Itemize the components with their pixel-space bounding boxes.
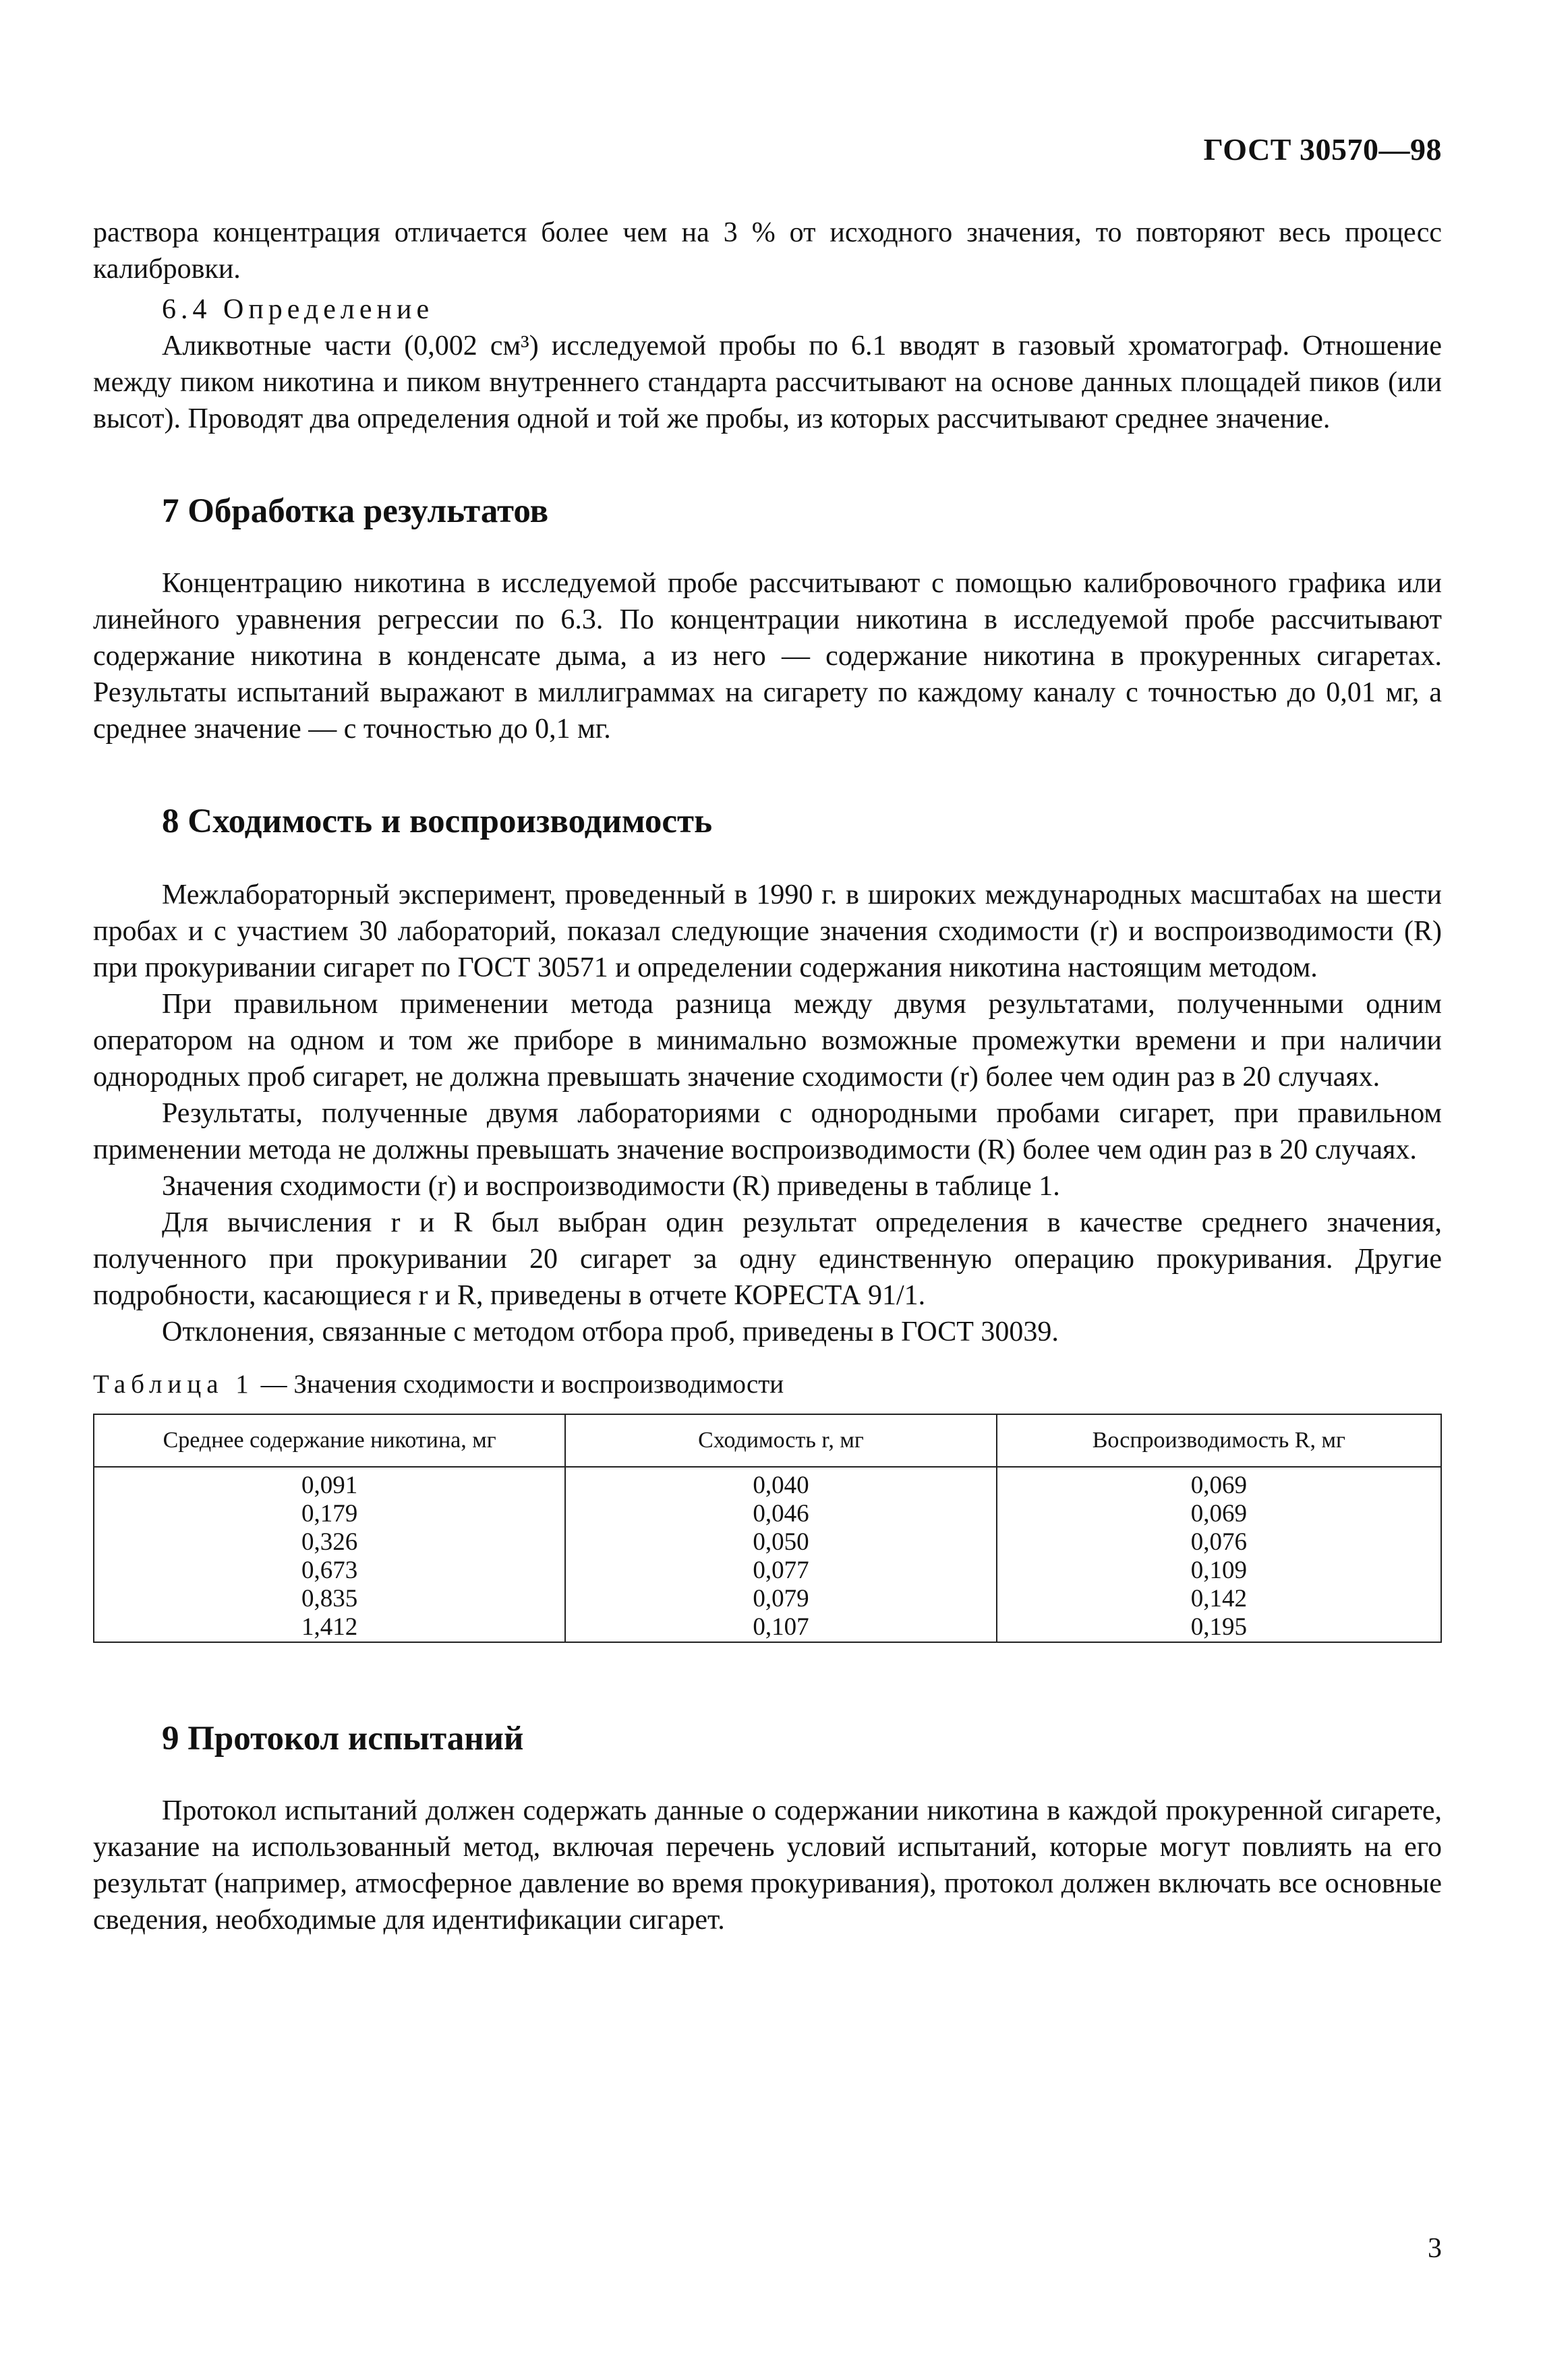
table-cell: 0,107	[565, 1613, 996, 1642]
section-8-paragraph: Результаты, полученные двумя лабораториями с однородными пробами сигарет, при правильном применении метода не должны превышать значение воспроизводимости (R) более чем один раз в 20 случаях.	[93, 1098, 1442, 1165]
table-cell: 0,069	[997, 1467, 1441, 1500]
table-caption	[93, 1368, 1442, 1401]
section-8-paragraph: При правильном применении метода разница между двумя результатами, полученными одним оператором на одном и том же приборе в минимально возможные промежутки времени и при наличии однородных проб сигарет, не должна превышать значение сходимости (r) более чем один раз в 20 случаях.	[93, 989, 1442, 1093]
table-row	[94, 1585, 1441, 1613]
page-content	[93, 214, 1442, 1938]
table-cell: 0,069	[997, 1500, 1441, 1528]
table-cell: 0,673	[94, 1557, 565, 1585]
page-number: 3	[1428, 2233, 1442, 2264]
section-8-paragraph: Межлабораторный эксперимент, проведенный в 1990 г. в широких международных масштабах на шести пробах и с участием 30 лабораторий, показал следующие значения сходимости (r) и воспроизводимости (R) при прокуривании сигарет по ГОСТ 30571 и определении содержания никотина настоящим методом.	[93, 879, 1442, 983]
table-cell: 0,142	[997, 1585, 1441, 1613]
table-cell: 0,109	[997, 1557, 1441, 1585]
table-header-cell: Сходимость r, мг	[565, 1414, 996, 1467]
table-cell: 0,835	[94, 1585, 565, 1613]
table-row	[94, 1528, 1441, 1557]
table-cell: 0,091	[94, 1467, 565, 1500]
continuation-paragraph: раствора концентрация отличается более чем на 3 % от исходного значения, то повторяют весь процесс калибровки.	[93, 217, 1442, 285]
section-9-paragraph: Протокол испытаний должен содержать данные о содержании никотина в каждой прокуренной сигарете, указание на использованный метод, включая перечень условий испытаний, которые могут повлиять на его результат (например, атмосферное давление во время прокуривания), протокол должен включать все основные сведения, необходимые для идентификации сигарет.	[93, 1795, 1442, 1936]
subsection-6-4-title: 6.4 Определение	[162, 294, 434, 325]
table-header-cell: Воспроизводимость R, мг	[997, 1414, 1441, 1467]
table-header-row	[94, 1414, 1441, 1467]
table-cell: 0,326	[94, 1528, 565, 1557]
section-8-paragraph: Отклонения, связанные с методом отбора проб, приведены в ГОСТ 30039.	[162, 1316, 1059, 1347]
section-7-heading: 7 Обработка результатов	[162, 492, 549, 530]
table-cell: 1,412	[94, 1613, 565, 1642]
section-9-heading: 9 Протокол испытаний	[162, 1720, 524, 1758]
table-header-cell: Среднее содержание никотина, мг	[94, 1414, 565, 1467]
standard-code-header: ГОСТ 30570—98	[1203, 132, 1442, 167]
table-cell: 0,079	[565, 1585, 996, 1613]
table-cell: 0,077	[565, 1557, 996, 1585]
table-cell: 0,046	[565, 1500, 996, 1528]
table-cell: 0,179	[94, 1500, 565, 1528]
subsection-6-4-paragraph: Аликвотные части (0,002 см³) исследуемой пробы по 6.1 вводят в газовый хроматограф. Отношение между пиком никотина и пиком внутреннего стандарта рассчитывают на основе данных площадей пиков (или высот). Проводят два определения одной и той же пробы, из которых рассчитывают среднее значение.	[93, 330, 1442, 434]
section-8-body	[93, 877, 1442, 1350]
table-row	[94, 1500, 1441, 1528]
table-cell: 0,076	[997, 1528, 1441, 1557]
section-8-paragraph: Значения сходимости (r) и воспроизводимости (R) приведены в таблице 1.	[162, 1171, 1060, 1202]
table-row	[94, 1613, 1441, 1642]
section-7-paragraph: Концентрацию никотина в исследуемой пробе рассчитывают с помощью калибровочного графика или линейного уравнения регрессии по 6.3. По концентрации никотина в исследуемой пробе рассчитывают содержание никотина в конденсате дыма, а из него — содержание никотина в прокуренных сигаретах. Результаты испытаний выражают в миллиграммах на сигарету по каждому каналу с точностью до 0,01 мг, а среднее значение — с точностью до 0,1 мг.	[93, 568, 1442, 745]
table-cell: 0,195	[997, 1613, 1441, 1642]
table-row	[94, 1467, 1441, 1500]
table-row	[94, 1557, 1441, 1585]
table-cell: 0,050	[565, 1528, 996, 1557]
table-cell: 0,040	[565, 1467, 996, 1500]
section-8-paragraph: Для вычисления r и R был выбран один результат определения в качестве среднего значения, полученного при прокуривании 20 сигарет за одну единственную операцию прокуривания. Другие подробности, касающиеся r и R, приведены в отчете КОРЕСТА 91/1.	[93, 1207, 1442, 1311]
table-caption-text: — Значения сходимости и воспроизводимости	[254, 1370, 784, 1399]
reproducibility-table	[93, 1414, 1442, 1643]
section-8-heading: 8 Сходимость и воспроизводимость	[162, 803, 713, 840]
table-caption-label: Таблица 1	[93, 1370, 254, 1399]
